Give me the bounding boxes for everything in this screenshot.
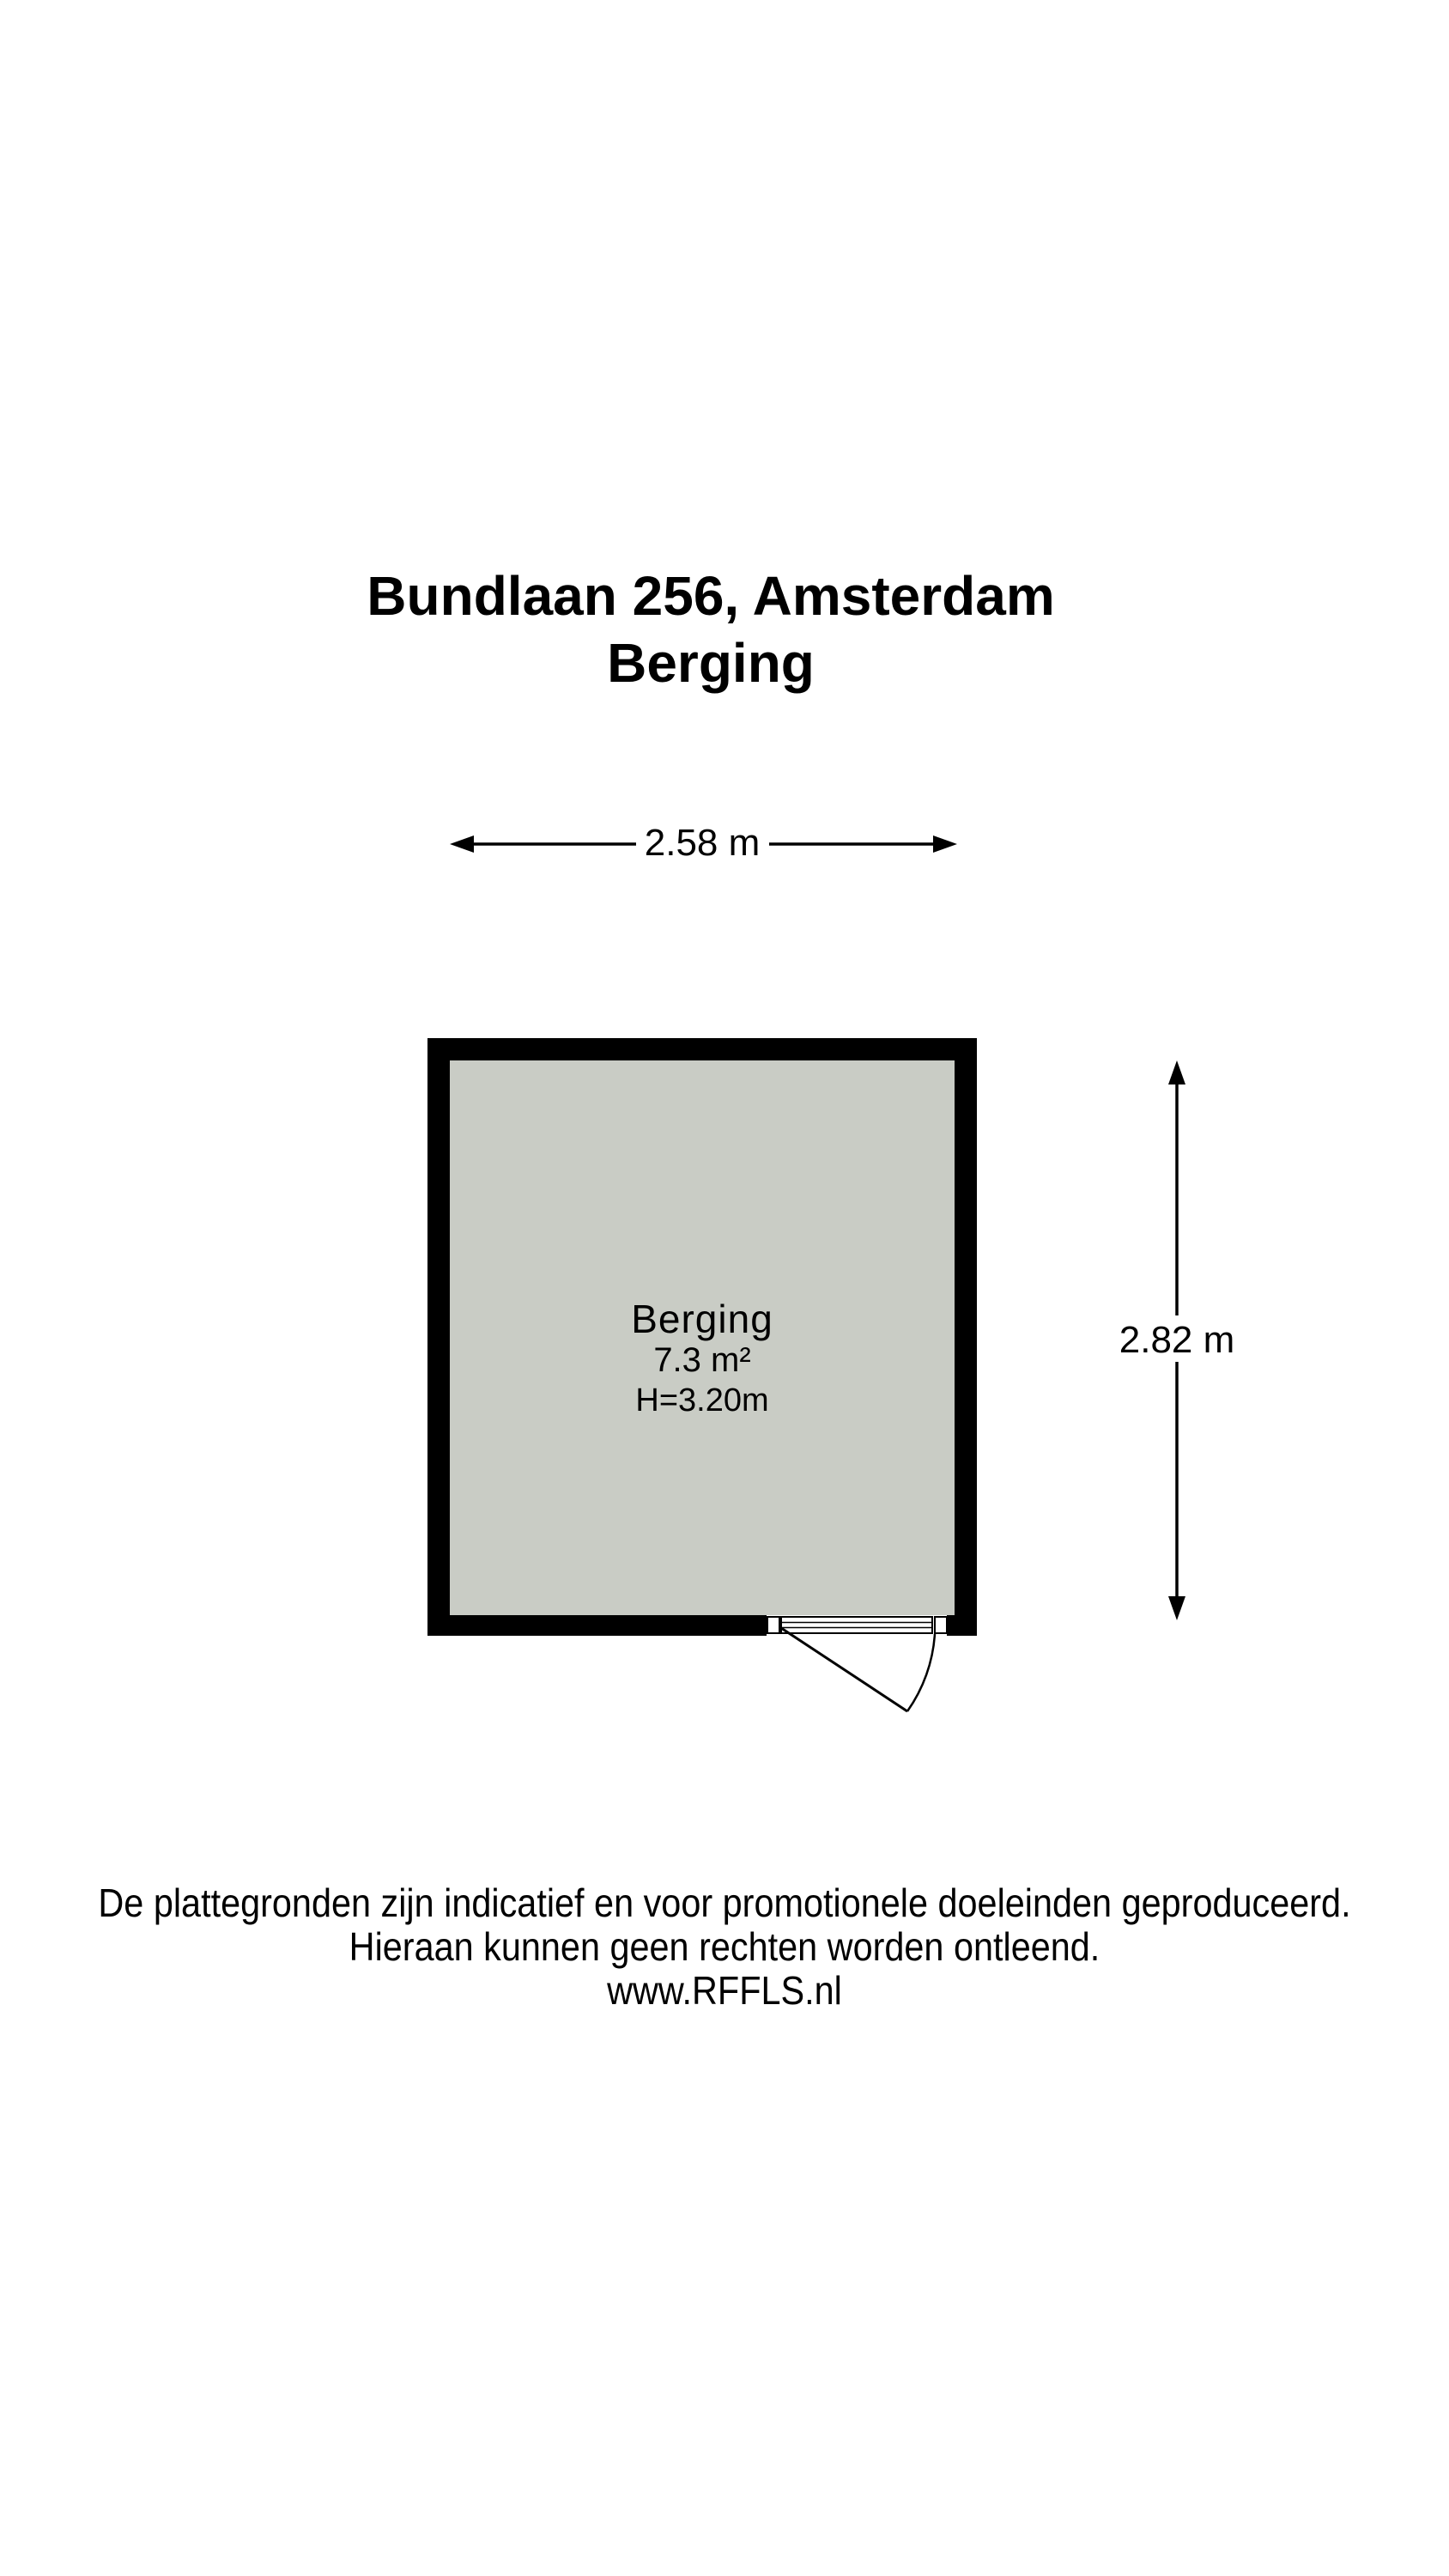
page-title <box>0 562 1422 696</box>
disclaimer-line-2: Hieraan kunnen geen rechten worden ontleend. <box>349 1924 1100 1969</box>
disclaimer <box>0 1881 1449 2013</box>
door-swing-arc <box>907 1634 935 1711</box>
height-dimension-label: 2.82 m <box>1119 1319 1235 1361</box>
title-room: Berging <box>607 632 815 694</box>
room-label-group <box>631 1297 773 1421</box>
room-ceiling-height-label: H=3.20m <box>635 1382 769 1419</box>
arrowhead-up-icon <box>1168 1060 1185 1084</box>
arrowhead-right-icon <box>933 835 957 853</box>
footer-website: www.RFFLS.nl <box>607 1968 842 2013</box>
room-area-label: 7.3 m² <box>653 1341 751 1379</box>
arrowhead-left-icon <box>450 835 474 853</box>
room-name-label: Berging <box>631 1297 773 1341</box>
door-post-left <box>767 1617 779 1633</box>
door-leaf <box>781 1628 907 1711</box>
door-panel <box>781 1617 932 1633</box>
arrowhead-down-icon <box>1168 1596 1185 1620</box>
title-address: Bundlaan 256, Amsterdam <box>367 565 1055 627</box>
door-post-right <box>935 1617 947 1633</box>
disclaimer-line-1: De plattegronden zijn indicatief en voor promotionele doeleinden geproduceerd. <box>98 1880 1351 1925</box>
width-dimension-label: 2.58 m <box>644 822 761 864</box>
